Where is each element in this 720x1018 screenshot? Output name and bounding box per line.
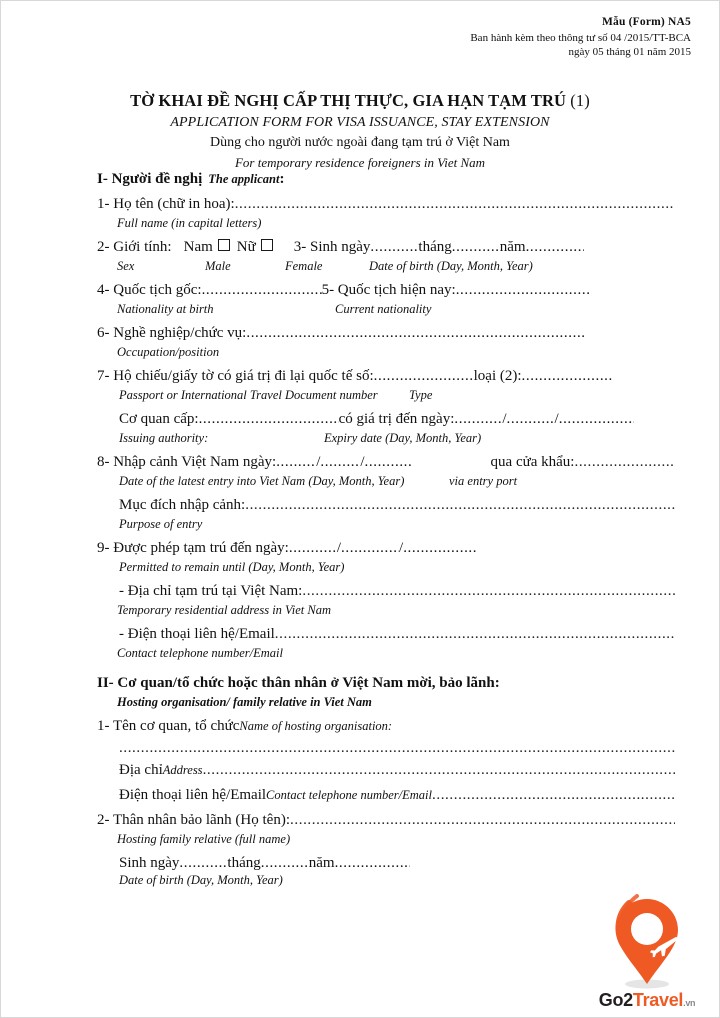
field-temp-address-label-vn: - Địa chỉ tạm trú tại Việt Nam: bbox=[119, 583, 303, 599]
field-passport-label-en: Passport or International Travel Document number bbox=[119, 388, 378, 402]
field-sex-dob-en bbox=[117, 259, 675, 274]
field-host-org bbox=[97, 718, 675, 735]
field-entry-label-en: Date of the latest entry into Viet Nam (Day, Month, Year) bbox=[119, 474, 405, 488]
brand-part-2: Travel bbox=[632, 990, 684, 1010]
field-host-relative-en bbox=[117, 832, 675, 847]
field-issuing-authority-label-en: Issuing authority: bbox=[119, 431, 209, 445]
watermark-brand-text bbox=[585, 990, 709, 1011]
field-nationality-current-label-en: Current nationality bbox=[335, 302, 432, 316]
field-issuing-authority bbox=[119, 411, 675, 428]
field-entry-day-input[interactable] bbox=[276, 454, 316, 471]
checkbox-male[interactable] bbox=[218, 239, 230, 251]
field-dob-label-vn-b: tháng bbox=[418, 239, 452, 255]
field-relative-dob-month-input[interactable] bbox=[261, 855, 309, 872]
field-issuing-authority-en bbox=[119, 431, 675, 446]
section-2-heading bbox=[97, 675, 675, 692]
field-dob-year-input[interactable] bbox=[526, 239, 584, 256]
field-host-relative bbox=[97, 812, 675, 829]
field-relative-dob-day-input[interactable] bbox=[179, 855, 227, 872]
section-1-heading-vn: I- Người đề nghị bbox=[97, 171, 203, 187]
field-relative-dob-year-input[interactable] bbox=[335, 855, 410, 872]
field-expiry-slash-1: / bbox=[502, 411, 507, 427]
field-sex-male-label: Nam bbox=[183, 239, 213, 255]
field-expiry-slash-2: / bbox=[554, 411, 559, 427]
page-subtitle-en: For temporary residence foreigners in Viet Nam bbox=[234, 154, 486, 170]
form-date-line: ngày 05 tháng 01 năm 2015 bbox=[568, 46, 691, 59]
field-contact-phone-en bbox=[117, 646, 675, 661]
field-entry-port-label-en: via entry port bbox=[449, 474, 518, 488]
field-relative-dob-label-en: Date of birth (Day, Month, Year) bbox=[119, 873, 283, 887]
field-relative-dob bbox=[119, 855, 675, 872]
field-purpose-label-vn: Mục đích nhập cảnh: bbox=[119, 497, 246, 513]
field-occupation-input[interactable] bbox=[246, 325, 586, 342]
field-entry bbox=[97, 454, 675, 471]
field-sex-label-vn: 2- Giới tính: bbox=[97, 239, 172, 255]
field-passport bbox=[97, 368, 675, 385]
field-permitted-stay bbox=[97, 540, 675, 557]
watermark-logo bbox=[585, 887, 709, 1013]
field-full-name-en bbox=[117, 216, 675, 231]
field-dob-day-input[interactable] bbox=[370, 239, 418, 256]
field-permitted-day-input[interactable] bbox=[289, 540, 337, 557]
page-title bbox=[1, 89, 719, 113]
field-occupation bbox=[97, 325, 675, 342]
field-purpose-en bbox=[119, 517, 675, 532]
field-sex-and-dob bbox=[97, 239, 675, 256]
field-permitted-year-input[interactable] bbox=[403, 540, 478, 557]
field-host-org-address-label-en: Address bbox=[162, 763, 203, 777]
brand-tld: .vn bbox=[683, 998, 696, 1008]
field-sex-female-label-en: Female bbox=[285, 259, 323, 273]
field-expiry-month-input[interactable] bbox=[507, 411, 555, 428]
field-host-org-phone-input[interactable] bbox=[432, 787, 675, 804]
field-expiry-day-input[interactable] bbox=[454, 411, 502, 428]
field-occupation-en bbox=[117, 345, 675, 360]
page-subtitle-vn: Dùng cho người nước ngoài đang tạm trú ở Việt Nam bbox=[210, 135, 510, 151]
form-code: Mẫu (Form) NA5 bbox=[601, 16, 691, 28]
field-permitted-stay-en bbox=[119, 560, 675, 575]
field-sex-label-en: Sex bbox=[117, 259, 135, 273]
section-2-heading-en-row bbox=[117, 695, 675, 710]
field-occupation-label-en: Occupation/position bbox=[117, 345, 220, 359]
field-contact-phone-input[interactable] bbox=[275, 626, 675, 643]
field-host-relative-label-vn: 2- Thân nhân bảo lãnh (Họ tên): bbox=[97, 812, 291, 828]
field-entry-slash-1: / bbox=[316, 454, 321, 470]
field-nationality-birth-input[interactable] bbox=[202, 282, 322, 299]
field-passport-type-label-en: Type bbox=[409, 388, 433, 402]
field-permitted-stay-label-vn: 9- Được phép tạm trú đến ngày: bbox=[97, 540, 289, 556]
field-host-relative-input[interactable] bbox=[290, 812, 675, 829]
field-host-org-input-row bbox=[119, 740, 675, 757]
field-host-org-phone-label-vn: Điện thoại liên hệ/Email bbox=[119, 787, 267, 803]
title-block bbox=[1, 89, 719, 172]
field-relative-dob-label-vn-c: năm bbox=[308, 855, 335, 871]
field-permitted-stay-label-en: Permitted to remain until (Day, Month, Year) bbox=[119, 560, 345, 574]
field-relative-dob-en bbox=[119, 873, 675, 888]
field-nationality-current-input[interactable] bbox=[456, 282, 591, 299]
field-relative-dob-label-vn-a: Sinh ngày bbox=[119, 855, 180, 871]
field-sex-male-label-en: Male bbox=[205, 259, 231, 273]
field-full-name bbox=[97, 196, 675, 213]
section-2-heading-en: Hosting organisation/ family relative in Viet Nam bbox=[117, 695, 372, 709]
field-host-org-address-label-vn: Địa chỉ bbox=[119, 762, 163, 778]
field-entry-month-input[interactable] bbox=[320, 454, 360, 471]
field-dob-month-input[interactable] bbox=[452, 239, 500, 256]
form-body bbox=[97, 171, 675, 888]
field-nationality-birth-label-en: Nationality at birth bbox=[117, 302, 214, 316]
field-expiry-label-en: Expiry date (Day, Month, Year) bbox=[324, 431, 482, 445]
field-expiry-year-input[interactable] bbox=[559, 411, 634, 428]
field-expiry-label-vn: có giá trị đến ngày: bbox=[338, 411, 455, 427]
field-contact-phone-label-en: Contact telephone number/Email bbox=[117, 646, 283, 660]
field-host-org-phone bbox=[119, 787, 675, 804]
field-temp-address-label-en: Temporary residential address in Viet Nam bbox=[117, 603, 332, 617]
section-1-heading bbox=[97, 171, 675, 188]
field-host-org-label-vn: 1- Tên cơ quan, tổ chức bbox=[97, 718, 240, 734]
field-entry-port-label-vn: qua cửa khẩu: bbox=[490, 454, 575, 470]
field-entry-year-input[interactable] bbox=[365, 454, 413, 471]
field-nationality bbox=[97, 282, 675, 299]
field-relative-dob-label-vn-b: tháng bbox=[227, 855, 261, 871]
checkbox-female[interactable] bbox=[261, 239, 273, 251]
field-permitted-slash-2: / bbox=[399, 540, 404, 556]
field-purpose-input[interactable] bbox=[245, 497, 675, 514]
field-temp-address-en bbox=[117, 603, 675, 618]
field-temp-address bbox=[119, 583, 675, 600]
field-passport-number-input[interactable] bbox=[374, 368, 474, 385]
field-nationality-birth-label-vn: 4- Quốc tịch gốc: bbox=[97, 282, 202, 298]
field-occupation-label-vn: 6- Nghề nghiệp/chức vụ: bbox=[97, 325, 247, 341]
page-title-en: APPLICATION FORM FOR VISA ISSUANCE, STAY EXTENSION bbox=[170, 114, 550, 130]
field-passport-type-input[interactable] bbox=[522, 368, 612, 385]
field-passport-label-vn: 7- Hộ chiếu/giấy tờ có giá trị đi lại quốc tế số: bbox=[97, 368, 374, 384]
field-host-org-label-en: Name of hosting organisation: bbox=[239, 719, 393, 733]
field-host-relative-label-en: Hosting family relative (full name) bbox=[117, 832, 291, 846]
field-full-name-input[interactable] bbox=[235, 196, 675, 213]
field-entry-en bbox=[119, 474, 675, 489]
page-title-vn: TỜ KHAI ĐỀ NGHỊ CẤP THỊ THỰC, GIA HẠN TẠM TRÚ bbox=[130, 91, 567, 110]
field-issuing-authority-label-vn: Cơ quan cấp: bbox=[119, 411, 199, 427]
field-passport-type-label-vn: loại (2): bbox=[473, 368, 522, 384]
field-dob-label-vn-a: 3- Sinh ngày bbox=[293, 239, 371, 255]
field-full-name-label-vn: 1- Họ tên (chữ in hoa): bbox=[97, 196, 235, 212]
section-1-heading-colon: : bbox=[279, 171, 285, 187]
section-2-heading-vn: II- Cơ quan/tổ chức hoặc thân nhân ở Việt Nam mời, bảo lãnh: bbox=[97, 675, 500, 691]
field-temp-address-input[interactable] bbox=[302, 583, 675, 600]
field-purpose-label-en: Purpose of entry bbox=[119, 517, 203, 531]
field-host-org-phone-label-en: Contact telephone number/Email bbox=[266, 788, 432, 802]
brand-part-1: Go2 bbox=[598, 990, 633, 1010]
form-issued-line: Ban hành kèm theo thông tư số 04 /2015/TT-BCA bbox=[470, 31, 691, 44]
field-contact-phone bbox=[119, 626, 675, 643]
field-entry-label-vn: 8- Nhập cảnh Việt Nam ngày: bbox=[97, 454, 277, 470]
field-contact-phone-label-vn: - Điện thoại liên hệ/Email bbox=[119, 626, 275, 642]
field-passport-en bbox=[119, 388, 675, 403]
field-entry-slash-2: / bbox=[360, 454, 365, 470]
field-permitted-month-input[interactable] bbox=[341, 540, 399, 557]
field-entry-port-input[interactable] bbox=[574, 454, 675, 471]
page-title-note: (1) bbox=[566, 91, 590, 110]
section-1-heading-en: The applicant bbox=[208, 172, 280, 186]
field-host-org-address bbox=[119, 762, 675, 779]
field-issuing-authority-input[interactable] bbox=[199, 411, 339, 428]
field-full-name-label-en: Full name (in capital letters) bbox=[117, 216, 262, 230]
field-host-org-input[interactable] bbox=[119, 740, 675, 757]
form-header-block bbox=[470, 15, 691, 60]
field-dob-label-vn-c: năm bbox=[499, 239, 526, 255]
field-sex-female-label: Nữ bbox=[236, 239, 256, 255]
map-pin-airplane-icon bbox=[585, 887, 709, 991]
field-permitted-slash-1: / bbox=[336, 540, 342, 556]
field-nationality-en bbox=[117, 302, 675, 317]
field-purpose bbox=[119, 497, 675, 514]
field-nationality-current-label-vn: 5- Quốc tịch hiện nay: bbox=[321, 282, 456, 298]
field-dob-label-en: Date of birth (Day, Month, Year) bbox=[369, 259, 533, 273]
field-host-org-address-input[interactable] bbox=[203, 762, 675, 779]
